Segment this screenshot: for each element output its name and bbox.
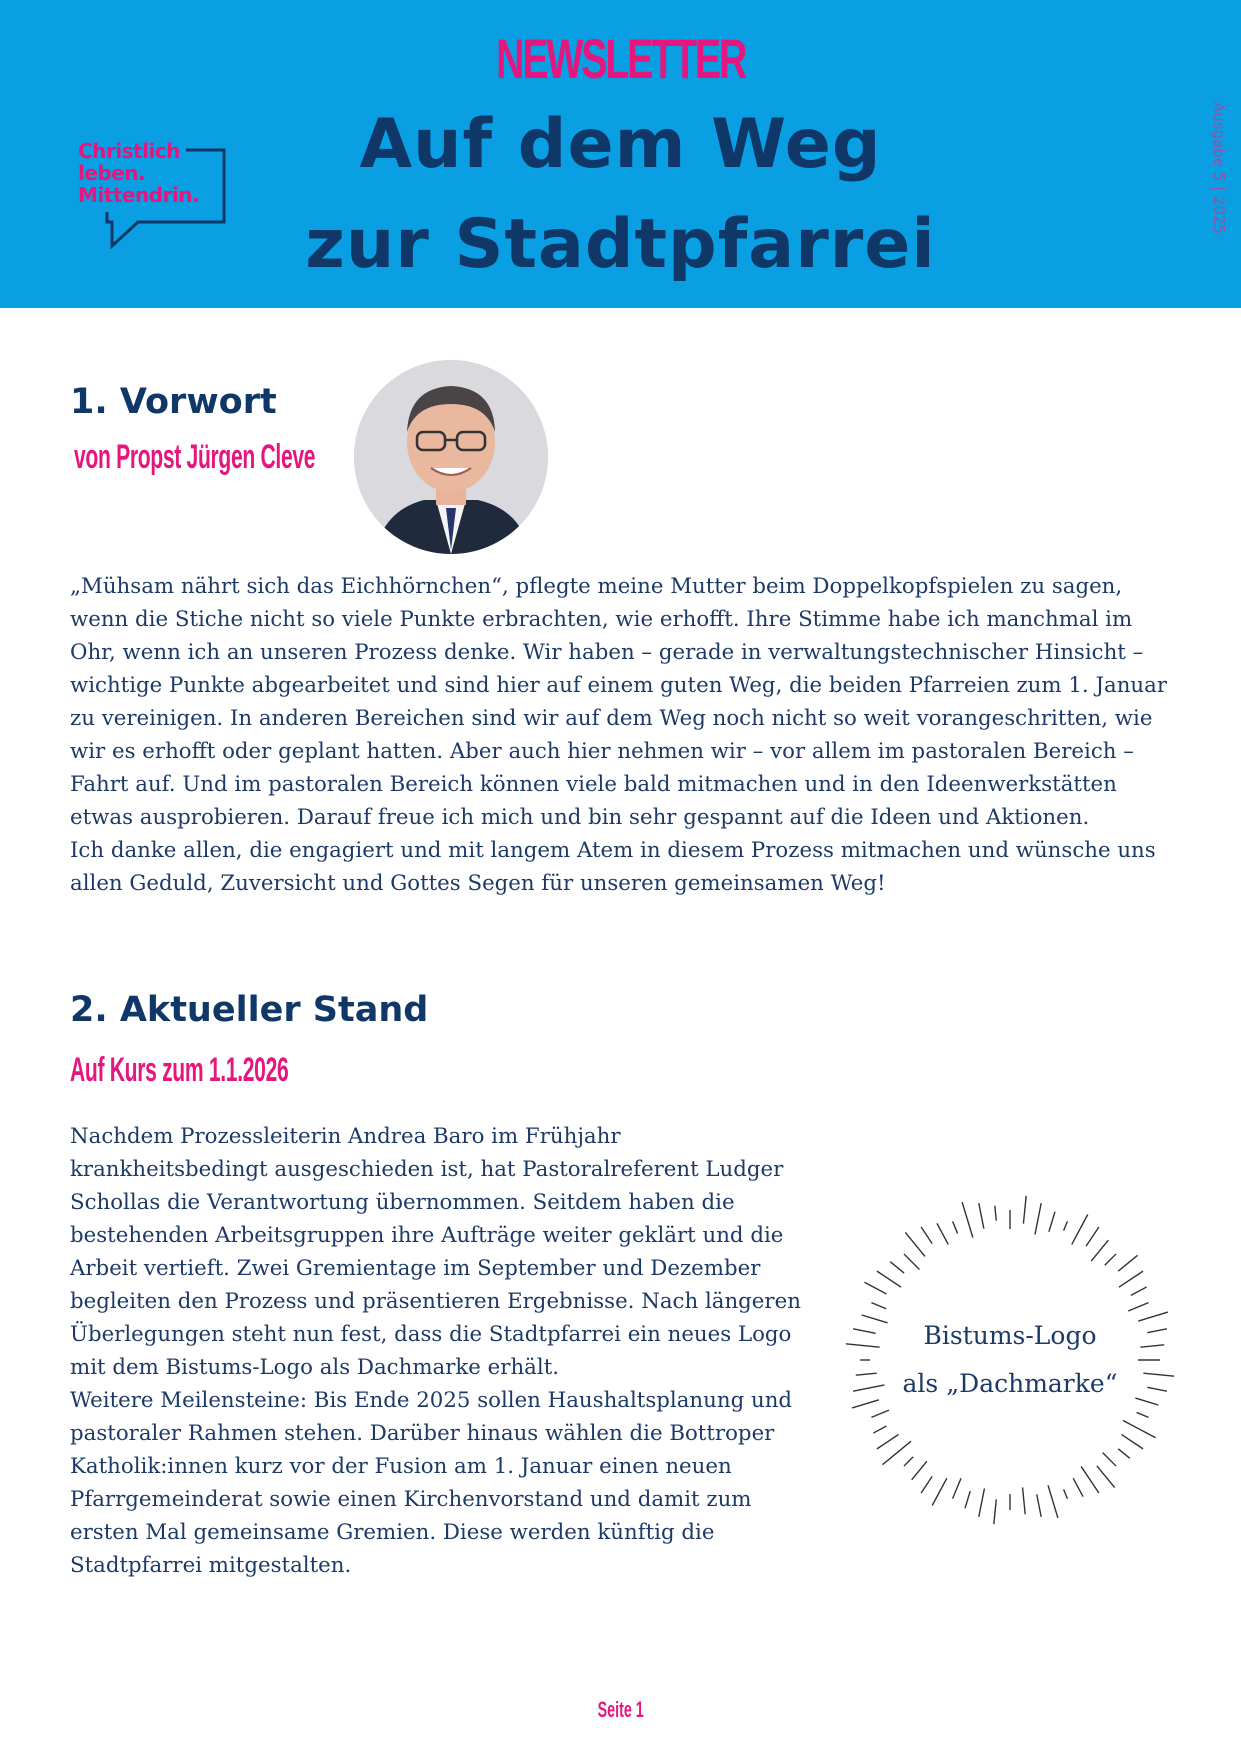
section-2-title: 2. Aktueller Stand — [70, 990, 429, 1030]
section-2-paragraph-1: Nachdem Prozessleiterin Andrea Baro im Frühjahr krankheitsbedingt ausgeschieden ist, hat Pastoralreferent Ludger Schollas die Verantwortung übernommen. Seitdem haben die bestehenden Arbeitsgruppen ihre Aufträge weiter geklärt und die Arbeit vertieft. Zwei Gremientage im September und Dezember begleiten den Prozess und präsentieren Ergebnisse. Nach längeren Überlegungen steht nun fest, dass die Stadtpfarrei ein neues Logo mit dem Bistums-Logo als Dachmarke erhält. — [70, 1124, 801, 1380]
logo-wordmark: Christlich leben. Mittendrin. — [78, 139, 200, 207]
portrait-illustration — [354, 360, 548, 554]
section-1-title: 1. Vorwort — [70, 382, 277, 422]
newsletter-label: NEWSLETTER — [496, 27, 746, 90]
page-title-line-1: Auf dem Weg — [359, 105, 882, 184]
page-number: Seite 1 — [597, 1697, 644, 1722]
section-2-subtitle: Auf Kurs zum 1.1.2026 — [70, 1051, 289, 1089]
issue-label: Ausgabe 5 | 2025 — [1210, 102, 1228, 235]
section-1-paragraph-2: Ich danke allen, die engagiert und mit langem Atem in diesem Prozess mitmachen und wünsche uns allen Geduld, Zuversicht und Gottes Segen für unseren gemeinsamen Weg! — [70, 838, 1156, 896]
badge-text: Bistums-Logo als „Dachmarke“ — [902, 1321, 1118, 1398]
section-2-body — [70, 1120, 805, 1582]
christlich-leben-logo — [76, 140, 236, 255]
section-1-body — [70, 570, 1180, 900]
page-title-line-2: zur Stadtpfarrei — [305, 205, 936, 284]
header-banner — [0, 0, 1241, 308]
section-2-paragraph-2: Weitere Meilensteine: Bis Ende 2025 sollen Haushaltsplanung und pastoraler Rahmen stehen. Darüber hinaus wählen die Bottroper Katholik:innen kurz vor der Fusion am 1. Januar einen neuen Pfarrgemeinderat sowie einen Kirchenvorstand und damit zum ersten Mal gemeinsame Gremien. Diese werden künftig die Stadtpfarrei mitgestalten. — [70, 1388, 793, 1578]
section-1-paragraph-1: „Mühsam nährt sich das Eichhörnchen“, pflegte meine Mutter beim Doppelkopfspielen zu sagen, wenn die Stiche nicht so viele Punkte erbrachten, wie erhofft. Ihre Stimme habe ich manchmal im Ohr, wenn ich an unseren Prozess denke. Wir haben – gerade in verwaltungstechnischer Hinsicht – wichtige Punkte abgearbeitet und sind hier auf einem guten Weg, die beiden Pfarreien zum 1. Januar zu vereinigen. In anderen Bereichen sind wir auf dem Weg noch nicht so weit vorangeschritten, wie wir es erhofft oder geplant hatten. Aber auch hier nehmen wir – vor allem im pastoralen Bereich – Fahrt auf. Und im pastoralen Bereich können viele bald mitmachen und in den Ideenwerkstätten etwas ausprobieren. Darauf freue ich mich und bin sehr gespannt auf die Ideen und Aktionen. — [70, 574, 1167, 830]
section-1-subtitle: von Propst Jürgen Cleve — [74, 438, 316, 476]
dachmarke-badge — [840, 1190, 1180, 1530]
author-portrait — [354, 360, 548, 554]
